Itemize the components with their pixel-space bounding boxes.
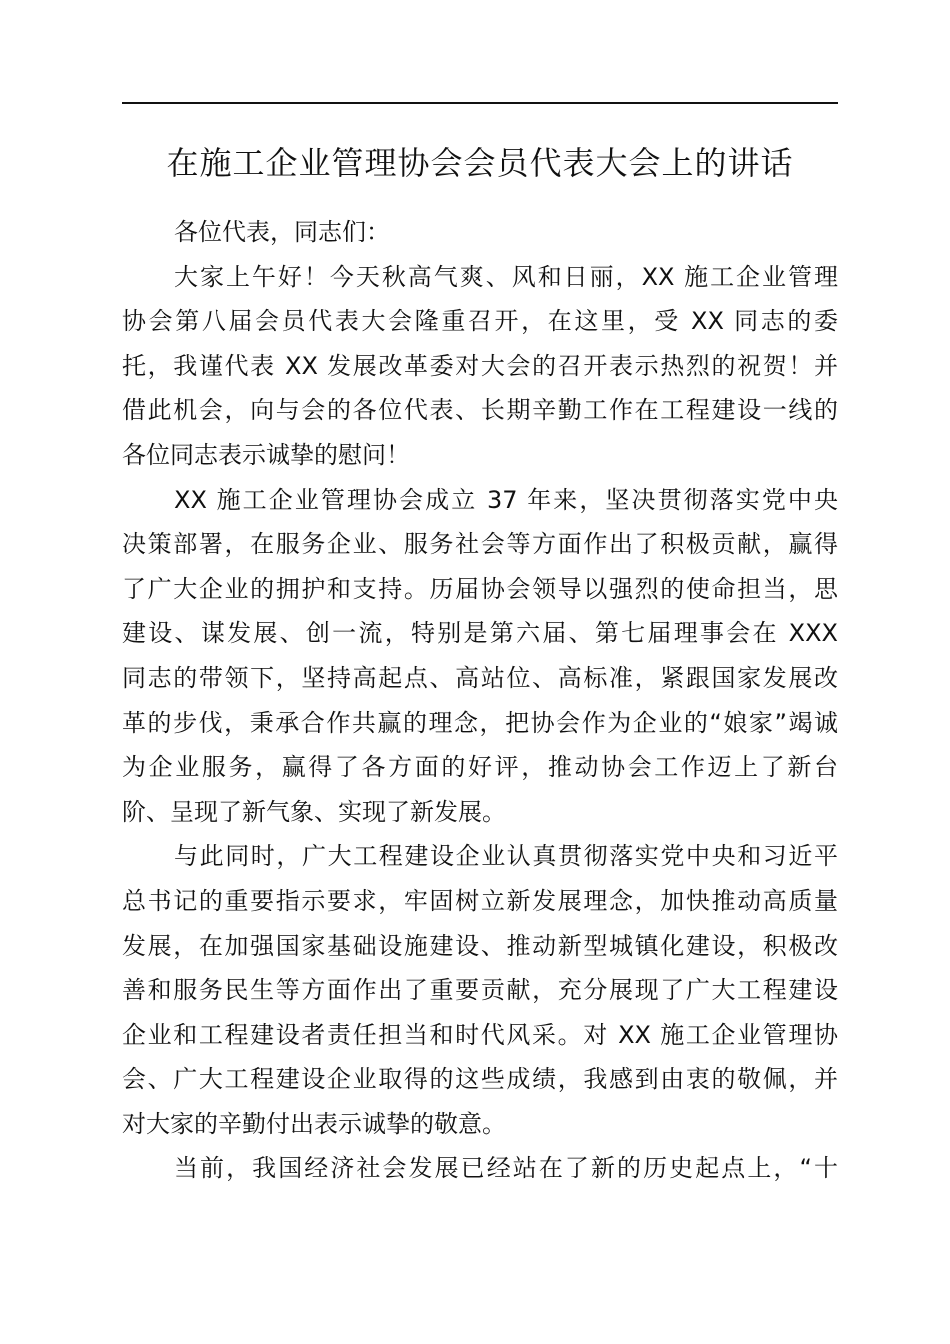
- text-line: 与此同时，广大工程建设企业认真贯彻落实党中央和习近平: [174, 842, 838, 871]
- text-line: 大家上午好！今天秋高气爽、风和日丽，XX 施工企业管理: [174, 262, 838, 291]
- text-line: 总书记的重要指示要求，牢固树立新发展理念，加快推动高质量: [122, 886, 838, 915]
- text-line: 决策部署，在服务企业、服务社会等方面作出了积极贡献，赢得: [122, 530, 838, 559]
- text-line: 革的步伐，秉承合作共赢的理念，把协会作为企业的“娘家”竭诚: [122, 708, 838, 737]
- text-line: 各位同志表示诚挚的慰问！: [122, 440, 410, 469]
- text-line: 企业和工程建设者责任担当和时代风采。对 XX 施工企业管理协: [122, 1020, 838, 1049]
- document-body: [122, 210, 838, 1191]
- text-line: XX 施工企业管理协会成立 37 年来，坚决贯彻落实党中央: [174, 485, 838, 514]
- text-line: 借此机会，向与会的各位代表、长期辛勤工作在工程建设一线的: [122, 396, 838, 425]
- text-line: 对大家的辛勤付出表示诚挚的敬意。: [122, 1109, 506, 1138]
- text-line: 阶、呈现了新气象、实现了新发展。: [122, 797, 506, 826]
- paragraph-salutation: [122, 210, 838, 255]
- text-line: 建设、谋发展、创一流，特别是第六届、第七届理事会在 XXX: [122, 619, 838, 648]
- document-title: 在施工企业管理协会会员代表大会上的讲话: [166, 144, 794, 182]
- text-line: 为企业服务，赢得了各方面的好评，推动协会工作迈上了新台: [122, 753, 838, 782]
- text-line: 托，我谨代表 XX 发展改革委对大会的召开表示热烈的祝贺！并: [122, 351, 838, 380]
- paragraph-current-situation: [122, 1146, 838, 1191]
- paragraph-greeting: [122, 255, 838, 478]
- header-rule: [122, 102, 838, 104]
- text-line: 各位代表，同志们：: [174, 218, 390, 246]
- text-line: 协会第八届会员代表大会隆重召开，在这里，受 XX 同志的委: [122, 307, 838, 336]
- text-line: 当前，我国经济社会发展已经站在了新的历史起点上，“十: [174, 1154, 838, 1183]
- paragraph-industry-contribution: [122, 834, 838, 1146]
- text-line: 善和服务民生等方面作出了重要贡献，充分展现了广大工程建设: [122, 976, 838, 1005]
- text-line: 发展，在加强国家基础设施建设、推动新型城镇化建设，积极改: [122, 931, 838, 960]
- text-line: 同志的带领下，坚持高起点、高站位、高标准，紧跟国家发展改: [122, 663, 838, 692]
- text-line: 会、广大工程建设企业取得的这些成绩，我感到由衷的敬佩，并: [122, 1065, 838, 1094]
- paragraph-association-history: [122, 478, 838, 835]
- text-line: 了广大企业的拥护和支持。历届协会领导以强烈的使命担当，思: [122, 574, 838, 603]
